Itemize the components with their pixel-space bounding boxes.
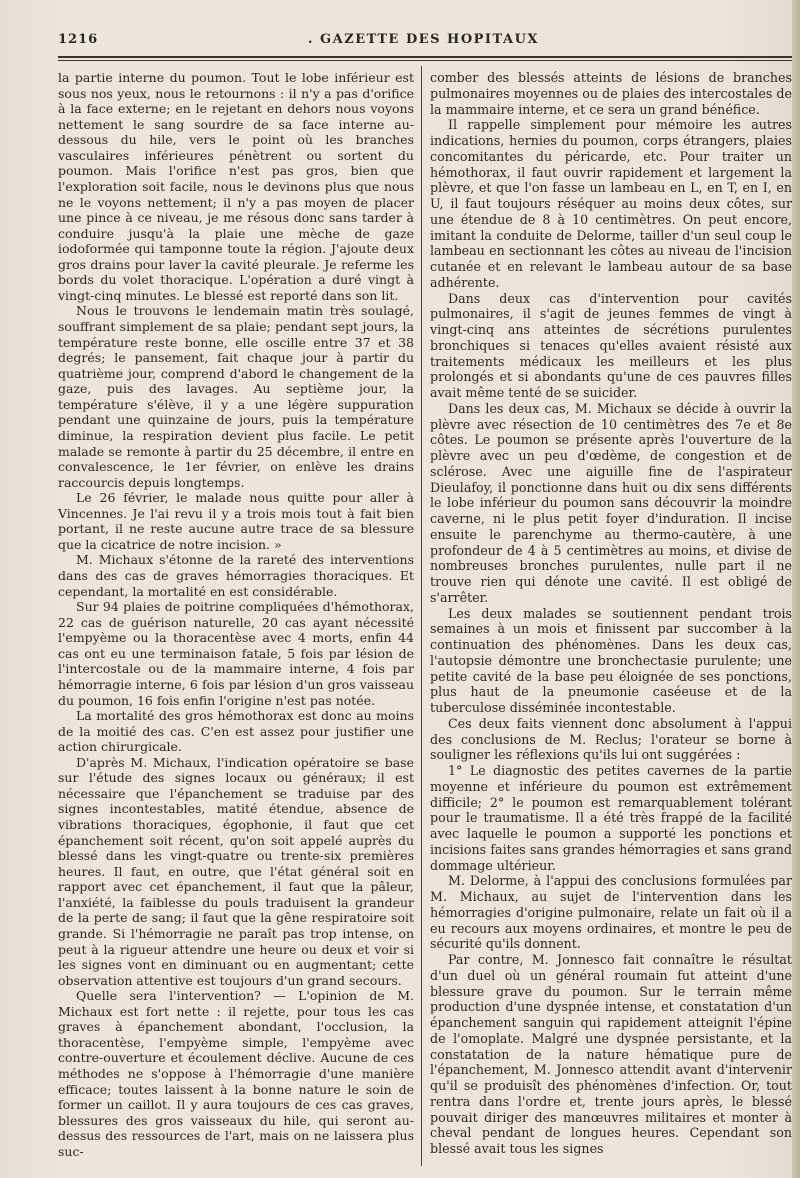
paragraph: Il rappelle simplement pour mémoire les autres indications, hernies du poumon, corps étrangers, plaies concomitantes du péricarde, etc. Pour traiter un hémothorax, il faut ouvrir rapidement et largement la plèvre, et que l'on fasse un lambeau en L, en T, en I, en U, il faut toujours réséquer au moins deux côtes, sur une étendue de 8 à 10 centimètres. On peut encore, imitant la conduite de Delorme, tailler d'un seul coup le lambeau en sectionnant les côtes au niveau de l'incision cutanée et en relevant le lambeau autour de sa base adhérente. (430, 117, 792, 290)
header-rule-thick (58, 56, 794, 58)
paragraph: Le 26 février, le malade nous quitte pour aller à Vincennes. Je l'ai revu il y a trois mois tout à fait bien portant, il ne reste aucune autre trace de sa blessure que la cicatrice de notre incision. » (58, 490, 414, 552)
journal-title: . GAZETTE DES HOPITAUX (308, 32, 539, 47)
page-number: 1216 (58, 32, 99, 47)
paragraph: Dans les deux cas, M. Michaux se décide à ouvrir la plèvre avec résection de 10 centimètres des 7e et 8e côtes. Le poumon se présente après l'ouverture de la plèvre avec un peu d'œdème, de congestion et de sclérose. Avec une aiguille fine de l'aspirateur Dieulafoy, il ponctionne dans huit ou dix sens différents le lobe inférieur du poumon sans découvrir la moindre caverne, ni le plus petit foyer d'induration. Il incise ensuite le parenchyme au thermo-cautère, à une profondeur de 4 à 5 centimètres au moins, et divise de nombreuses bronches purulentes, nulle part il ne trouve rien qui dénote une cavité. Il est obligé de s'arrêter. (430, 400, 792, 605)
paragraph: Nous le trouvons le lendemain matin très soulagé, souffrant simplement de sa plaie; pendant sept jours, la température reste bonne, elle oscille entre 37 et 38 degrés; le pansement, fait chaque jour à partir du quatrième jour, comprend d'abord le changement de la gaze, puis des lavages. Au septième jour, la température s'élève, il y a une légère suppuration pendant une quinzaine de jours, puis la température diminue, la respiration devient plus facile. Le petit malade se remonte à partir du 25 décembre, il entre en convalescence, le 1er février, on enlève les drains raccourcis depuis longtemps. (58, 303, 414, 490)
paragraph: Sur 94 plaies de poitrine compliquées d'hémothorax, 22 cas de guérison naturelle, 20 cas ayant nécessité l'empyème ou la thoracentèse avec 4 morts, enfin 44 cas ont eu une terminaison fatale, 5 fois par lésion de l'intercostale ou de la mammaire interne, 4 fois par hémorragie interne, 6 fois par lésion d'un gros vaisseau du poumon, 16 fois enfin l'origine n'est pas notée. (58, 599, 414, 708)
paragraph: Par contre, M. Jonnesco fait connaître le résultat d'un duel où un général roumain fut atteint d'une blessure grave du poumon. Sur le terrain même production d'une dyspnée intense, et constatation d'un épanchement sanguin qui rapidement atteignit l'épine de l'omoplate. Malgré une dyspnée persistante, et la constatation de la nature hématique pure de l'épanchement, M. Jonnesco attendit avant d'intervenir qu'il se produisît des phénomènes d'infection. Or, tout rentra dans l'ordre et, trente jours après, le blessé pouvait diriger des manœuvres militaires et monter à cheval pendant de longues heures. Cependant son blessé avait tous les signes (430, 952, 792, 1156)
paragraph: 1° Le diagnostic des petites cavernes de la partie moyenne et inférieure du poumon est extrêmement difficile; 2° le poumon est remarquablement tolérant pour le traumatisme. Il a été très frappé de la facilité avec laquelle le poumon a supporté les ponctions et incisions faites sans grandes hémorragies et sans grand dommage ultérieur. (430, 763, 792, 873)
paragraph: la partie interne du poumon. Tout le lobe inférieur est sous nos yeux, nous le retournons : il n'y a pas d'orifice à la face externe; en le rejetant en dehors nous voyons nettement le sang sourdre de sa face interne au-dessous du hile, vers le point où les branches vasculaires inférieures pénètrent ou sortent du poumon. Mais l'orifice n'est pas gros, bien que l'exploration soit facile, nous le devinons plus que nous ne le voyons nettement; il n'y a pas moyen de placer une pince à ce niveau, je me résous donc sans tarder à conduire jusqu'à la plaie une mèche de gaze iodoformée qui tamponne toute la région. J'ajoute deux gros drains pour laver la cavité pleurale. Je referme les bords du volet thoracique. L'opération a duré vingt à vingt-cinq minutes. Le blessé est reporté dans son lit. (58, 70, 414, 303)
paragraph: M. Delorme, à l'appui des conclusions formulées par M. Michaux, au sujet de l'intervention dans les hémorragies d'origine pulmonaire, relate un fait où il a eu recours aux moyens ordinaires, et montre le peu de sécurité qu'ils donnent. (430, 873, 792, 952)
paragraph: D'après M. Michaux, l'indication opératoire se base sur l'étude des signes locaux ou généraux; il est nécessaire que l'épanchement se traduise par des signes incontestables, matité étendue, absence de vibrations thoraciques, égophonie, il faut que cet épanchement soit récent, qu'on soit appelé auprès du blessé dans les vingt-quatre ou trente-six premières heures. Il faut, en outre, que l'état général soit en rapport avec cet épanchement, il faut que la pâleur, l'anxiété, la faiblesse du pouls traduisent la grandeur de la perte de sang; il faut que la gêne respiratoire soit grande. Si l'hémorragie ne paraît pas trop intense, on peut à la rigueur attendre une heure ou deux et voir si les signes vont en diminuant ou en augmentant; cette observation attentive est toujours d'un grand secours. (58, 754, 414, 988)
page-header (58, 30, 788, 56)
page-edge (792, 0, 800, 1178)
left-column (58, 70, 414, 1159)
column-divider (421, 66, 422, 1166)
paragraph: Quelle sera l'intervention? — L'opinion de M. Michaux est fort nette : il rejette, pour tous les cas graves à épanchement abondant, l'occlusion, la thoracentèse, l'empyème simple, l'empyème avec contre-ouverture et écoulement déclive. Aucune de ces méthodes ne s'oppose à l'hémorragie d'une manière efficace; toutes laissent à la bonne nature le soin de former un caillot. Il y aura toujours de ces cas graves, blessures des gros vaisseaux du hile, qui seront au-dessus des ressources de l'art, mais on ne laissera plus suc- (58, 988, 414, 1159)
header-rule-thin (58, 60, 794, 61)
paragraph: comber des blessés atteints de lésions de branches pulmonaires moyennes ou de plaies des intercostales de la mammaire interne, et ce sera un grand bénéfice. (430, 70, 792, 117)
paragraph: M. Michaux s'étonne de la rareté des interventions dans des cas de graves hémorragies thoraciques. Et cependant, la mortalité en est considérable. (58, 552, 414, 599)
paragraph: La mortalité des gros hémothorax est donc au moins de la moitié des cas. C'en est assez pour justifier une action chirurgicale. (58, 708, 414, 755)
right-column (430, 70, 792, 1157)
paragraph: Ces deux faits viennent donc absolument à l'appui des conclusions de M. Reclus; l'orateur se borne à souligner les réflexions qu'ils lui ont suggérées : (430, 715, 792, 763)
paragraph: Les deux malades se soutiennent pendant trois semaines à un mois et finissent par succomber à la continuation des phénomènes. Dans les deux cas, l'autopsie démontre une bronchectasie purulente; une petite cavité de la base peu éloignée de ses ponctions, plus haut de la pneumonie caséeuse et de la tuberculose disséminée incontestable. (430, 605, 792, 715)
paragraph: Dans deux cas d'intervention pour cavités pulmonaires, il s'agit de jeunes femmes de vingt à vingt-cinq ans atteintes de sécrétions purulentes bronchiques si tenaces qu'elles avaient résisté aux traitements médicaux les meilleurs et les plus prolongés et si abondants qu'une de ces pauvres filles avait même tenté de se suicider. (430, 290, 792, 400)
